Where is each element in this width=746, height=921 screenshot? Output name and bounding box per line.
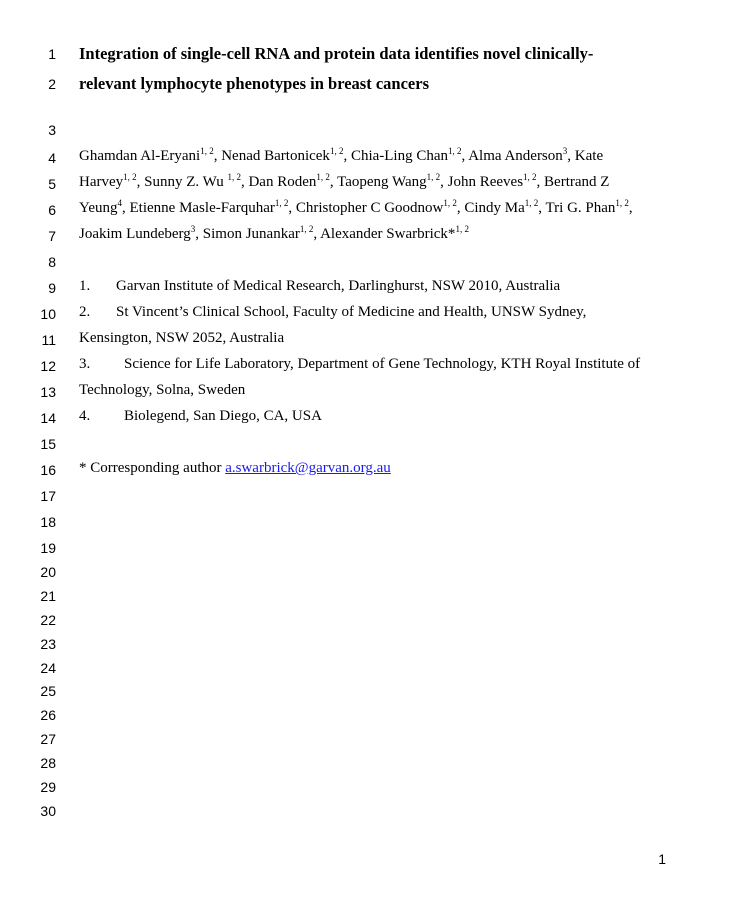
line-number: 29 [40, 779, 56, 795]
author-affiliation: 3 [562, 146, 568, 156]
line-number: 30 [40, 803, 56, 819]
affiliation-text: Biolegend, San Diego, CA, USA [124, 408, 322, 424]
author-affiliation: 1, 2 [448, 146, 462, 156]
line-number: 12 [40, 358, 56, 374]
line-number: 17 [40, 488, 56, 504]
line-number: 20 [40, 564, 56, 580]
author-name: Simon Junankar [202, 226, 300, 242]
line-number: 8 [48, 254, 56, 270]
line-number: 5 [48, 176, 56, 192]
author-affiliation: 1, 2 [329, 146, 344, 156]
author-affiliation: 1, 2 [227, 172, 241, 182]
line-number: 3 [48, 122, 56, 138]
paper-title-line-1: Integration of single-cell RNA and protein data identifies novel clinically- [79, 44, 594, 63]
author-name: Ghamdan Al-Eryani [79, 148, 201, 164]
affiliation-number: 4. [79, 408, 91, 424]
line-number: 21 [40, 588, 56, 604]
corresponding-email-link[interactable]: a.swarbrick@garvan.org.au [225, 460, 391, 476]
affiliation-3 [79, 356, 640, 373]
author-name-part: Kate [574, 148, 604, 164]
corresponding-author [79, 460, 391, 477]
line-number: 14 [40, 410, 56, 426]
affiliation-text: Garvan Institute of Medical Research, Darlinghurst, NSW 2010, Australia [116, 278, 561, 294]
author-affiliation: 1, 2 [123, 172, 137, 182]
corresponding-author-label: * Corresponding author [79, 460, 222, 476]
line-number: 22 [40, 612, 56, 628]
line-number: 6 [48, 202, 56, 218]
author-affiliation: 1, 2 [455, 224, 469, 234]
affiliation-text: St Vincent’s Clinical School, Faculty of Medicine and Health, UNSW Sydney, [116, 304, 587, 320]
author-line-1: Ghamdan Al-Eryani$^{1, 2}$, Nenad Bartonicek$^{1, 2}$, Chia-Ling Chan$^{1, 2}$, Alma Anderson$^3$, Kate [79, 146, 604, 164]
line-number: 2 [48, 76, 56, 92]
author-affiliation: 1, 2 [524, 198, 539, 208]
author-name: Chia-Ling Chan [350, 148, 449, 164]
author-name: Alma Anderson [468, 148, 563, 164]
author-name: Etienne Masle-Farquhar [129, 200, 275, 216]
author-name: Alexander Swarbrick* [320, 226, 456, 242]
author-affiliation: 1, 2 [523, 172, 537, 182]
author-affiliation: 4 [117, 198, 122, 208]
line-number: 10 [40, 306, 56, 322]
line-number: 28 [40, 755, 56, 771]
author-name: Joakim Lundeberg [79, 226, 191, 242]
affiliation-2-continued: Kensington, NSW 2052, Australia [79, 330, 285, 346]
author-name: Cindy Ma [464, 200, 525, 216]
affiliation-text: Science for Life Laboratory, Department of Gene Technology, KTH Royal Institute of [124, 356, 641, 372]
author-affiliation: 1, 2 [615, 198, 629, 208]
affiliation-number: 2. [79, 304, 91, 320]
line-number: 11 [41, 332, 56, 348]
author-line-2: Harvey$^{1, 2}$, Sunny Z. Wu $^{1, 2}$, Dan Roden$^{1, 2}$, Taopeng Wang$^{1, 2}$, John Reeves$^{1, 2}$, Bertrand Z [79, 172, 610, 190]
author-affiliation: 3 [190, 224, 196, 234]
author-name-part: Yeung [79, 200, 118, 216]
page-number: 1 [658, 851, 666, 867]
line-number: 4 [48, 150, 56, 166]
affiliation-3-continued: Technology, Solna, Sweden [79, 382, 246, 398]
line-number: 19 [40, 540, 56, 556]
author-affiliation: 1, 2 [316, 172, 330, 182]
line-number: 24 [40, 660, 56, 676]
affiliation-2 [79, 304, 586, 321]
author-name: Nenad Bartonicek [221, 148, 330, 164]
author-name: Taopeng Wang [337, 174, 427, 190]
line-number: 25 [40, 683, 56, 699]
affiliation-number: 1. [79, 278, 91, 294]
author-affiliation: 1, 2 [443, 198, 457, 208]
line-number: 1 [48, 46, 56, 62]
author-name: Christopher C Goodnow [295, 200, 444, 216]
affiliation-1 [79, 278, 560, 295]
affiliation-number: 3. [79, 356, 91, 372]
author-affiliation: 1, 2 [426, 172, 441, 182]
author-name-part: Bertrand Z [544, 174, 610, 190]
line-number: 15 [40, 436, 56, 452]
author-affiliation: 1, 2 [200, 146, 214, 156]
line-number: 18 [40, 514, 56, 530]
author-name: Sunny Z. Wu [144, 174, 224, 190]
line-number: 9 [48, 280, 56, 296]
author-affiliation: 1, 2 [299, 224, 314, 234]
author-name-part: Harvey [79, 174, 124, 190]
author-name: Dan Roden [248, 174, 317, 190]
line-number: 27 [40, 731, 56, 747]
line-number: 16 [40, 462, 56, 478]
paper-title-line-2: relevant lymphocyte phenotypes in breast cancers [79, 74, 429, 93]
author-affiliation: 1, 2 [274, 198, 289, 208]
line-number: 26 [40, 707, 56, 723]
line-number: 13 [40, 384, 56, 400]
author-name: John Reeves [447, 174, 524, 190]
author-line-4: Joakim Lundeberg$^3$, Simon Junankar$^{1, 2}$, Alexander Swarbrick*$^{1, 2}$ [79, 224, 469, 242]
author-name: Tri G. Phan [545, 200, 616, 216]
line-number: 23 [40, 636, 56, 652]
affiliation-4 [79, 408, 322, 425]
author-line-3: Yeung$^4$, Etienne Masle-Farquhar$^{1, 2}$, Christopher C Goodnow$^{1, 2}$, Cindy Ma$^{1, 2}$, Tri G. Phan$^{1, 2}$, [79, 198, 633, 216]
line-number: 7 [48, 228, 56, 244]
